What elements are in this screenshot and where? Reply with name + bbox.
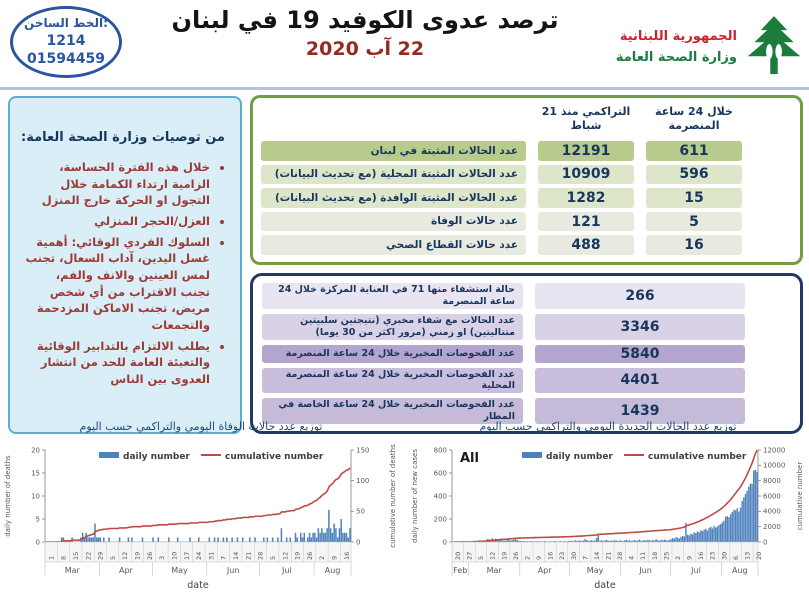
svg-text:12000: 12000 — [763, 446, 786, 455]
header-title-block — [145, 6, 585, 60]
stat-row-label: عدد الحالات المثبتة المحلية (مع تحديث البيانات) — [261, 165, 526, 185]
recommendations-list — [20, 159, 226, 388]
daily-bars — [61, 510, 351, 542]
stat-row-label: عدد الحالات المثبتة الوافدة (مع تحديث البيانات) — [261, 188, 526, 208]
new-cases-chart-svg — [408, 436, 808, 600]
svg-text:19: 19 — [133, 551, 142, 560]
svg-text:4000: 4000 — [763, 507, 781, 516]
stat-24h-value: 16 — [646, 235, 742, 255]
svg-text:100: 100 — [356, 476, 370, 485]
svg-text:18: 18 — [650, 551, 659, 560]
hotline-badge — [10, 6, 122, 78]
y-axis-right-title: cumulative number of deaths — [389, 444, 397, 548]
svg-text:50: 50 — [356, 507, 365, 516]
svg-text:May: May — [171, 566, 188, 575]
svg-text:Apr: Apr — [537, 566, 552, 575]
svg-text:Apr: Apr — [118, 566, 133, 575]
hotline-number-short: 1214 — [46, 32, 86, 49]
svg-text:14: 14 — [592, 551, 601, 560]
recommendation-item: • يطلب الالتزام بالتدابير الوقائية والتعبئة العامة للحد من انتشار العدوى بين الناس — [24, 338, 210, 388]
chart-corner-label: All — [460, 451, 479, 466]
svg-text:28: 28 — [616, 551, 625, 560]
svg-text:9: 9 — [330, 555, 339, 560]
svg-text:200: 200 — [433, 515, 447, 524]
x-axis-day-band — [45, 542, 351, 562]
svg-text:7: 7 — [581, 555, 590, 560]
recommendations-panel — [8, 96, 242, 434]
svg-text:26: 26 — [305, 551, 314, 560]
secondary-table-grid — [250, 273, 803, 434]
hotline-label: الخط الساخن: — [24, 16, 108, 31]
stat-24h-value: 596 — [646, 165, 742, 185]
x-axis-title: date — [187, 580, 209, 591]
svg-text:10: 10 — [31, 492, 40, 501]
svg-text:2: 2 — [318, 555, 327, 560]
svg-text:Mar: Mar — [486, 566, 502, 575]
svg-text:0: 0 — [442, 538, 447, 547]
svg-text:Feb: Feb — [453, 566, 468, 575]
stat-cumulative-value: 121 — [538, 212, 634, 232]
svg-text:800: 800 — [433, 446, 447, 455]
svg-text:16: 16 — [342, 551, 351, 560]
stats-header-24h: خلال 24 ساعة المنصرمة — [655, 105, 733, 133]
svg-text:Jul: Jul — [281, 566, 292, 575]
recommendations-title: من توصيات وزارة الصحة العامة: — [21, 130, 225, 145]
recommendation-item: • السلوك الفردي الوقائي: أهمية غسل اليدين، آداب السعال، تجنب لمس العينين والانف والفم، تجنب الاقتراب من أي شخص مريض، تجنب الاماكن المزدحمة والتجمعات — [24, 234, 210, 334]
svg-text:20: 20 — [454, 551, 462, 560]
svg-text:11: 11 — [639, 551, 648, 560]
svg-text:daily number: daily number — [546, 452, 613, 462]
secondary-row-value: 4401 — [535, 368, 745, 394]
svg-text:26: 26 — [511, 551, 520, 560]
svg-text:8000: 8000 — [763, 476, 781, 485]
stat-24h-value: 5 — [646, 212, 742, 232]
svg-text:8: 8 — [59, 555, 68, 560]
svg-text:19: 19 — [500, 551, 509, 560]
svg-text:6000: 6000 — [763, 492, 781, 501]
svg-text:15: 15 — [31, 469, 40, 478]
svg-text:2000: 2000 — [763, 522, 781, 531]
cumulative-line — [46, 468, 350, 542]
svg-text:6: 6 — [731, 555, 740, 560]
svg-text:Jun: Jun — [639, 566, 652, 575]
svg-text:23: 23 — [708, 551, 717, 560]
svg-text:4: 4 — [627, 555, 636, 560]
svg-text:600: 600 — [433, 469, 447, 478]
svg-text:21: 21 — [244, 551, 253, 560]
svg-text:Jul: Jul — [691, 566, 701, 575]
svg-text:9: 9 — [685, 555, 694, 560]
cedar-logo-icon — [745, 14, 803, 82]
svg-text:16: 16 — [697, 551, 706, 560]
svg-text:22: 22 — [84, 551, 93, 560]
y-axis-right-title: cumulative number — [796, 461, 804, 531]
stat-cumulative-value: 488 — [538, 235, 634, 255]
svg-text:31: 31 — [207, 551, 216, 560]
legend — [99, 452, 324, 462]
svg-text:Mar: Mar — [64, 566, 80, 575]
svg-text:15: 15 — [72, 551, 80, 560]
svg-text:5: 5 — [108, 555, 117, 560]
deaths-chart-block — [1, 420, 401, 604]
svg-text:Jun: Jun — [226, 566, 240, 575]
svg-text:3: 3 — [158, 555, 167, 560]
daily-bars — [452, 470, 758, 542]
recommendation-item: • خلال هذه الفترة الحساسة، الزامية ارتداء الكمامة خلال التجول او الحركة خارج المنزل — [24, 159, 210, 209]
svg-text:cumulative number: cumulative number — [648, 452, 747, 462]
x-axis-month-band — [452, 562, 758, 576]
svg-text:Aug: Aug — [731, 566, 748, 575]
svg-text:29: 29 — [96, 551, 105, 560]
legend — [522, 452, 747, 462]
svg-text:May: May — [586, 566, 604, 575]
svg-text:daily number: daily number — [123, 452, 190, 462]
secondary-row-value: 5840 — [535, 345, 745, 363]
secondary-row-label: حالة استشفاء منها 71 في العناية المركزة خلال 24 ساعة المنصرمة — [262, 283, 523, 309]
svg-text:0: 0 — [35, 538, 40, 547]
secondary-row-label: عدد الفحوصات المخبرية خلال 24 ساعة المنصرمة المحلية — [262, 368, 523, 394]
svg-text:20: 20 — [755, 551, 763, 560]
svg-text:27: 27 — [465, 551, 474, 560]
svg-text:28: 28 — [256, 551, 265, 560]
stats-header-spacer — [261, 103, 526, 105]
hotline-number-long: 01594459 — [27, 50, 105, 67]
ministry-name-line2: وزارة الصحة العامة — [615, 50, 737, 65]
report-date: 22 آب 2020 — [305, 38, 425, 60]
stats-table-grid — [250, 95, 803, 265]
header-divider — [0, 87, 809, 90]
new-cases-chart-block — [408, 420, 808, 604]
secondary-row-label: عدد الفحوصات المخبرية خلال 24 ساعة المنصرمة — [262, 345, 523, 363]
secondary-row-value: 1439 — [535, 398, 745, 424]
deaths-chart-mount — [1, 436, 401, 604]
deaths-chart-title: توزيع عدد حالات الوفاة اليومي والتراكمي حسب اليوم — [79, 420, 323, 433]
svg-text:25: 25 — [662, 551, 671, 560]
svg-text:0: 0 — [356, 538, 361, 547]
ministry-name-line1: الجمهورية اللبنانية — [619, 29, 737, 45]
stat-row-label: عدد الحالات المثبتة في لبنان — [261, 141, 526, 161]
stat-cumulative-value: 10909 — [538, 165, 634, 185]
svg-text:23: 23 — [558, 551, 567, 560]
svg-text:10000: 10000 — [763, 461, 786, 470]
svg-text:12: 12 — [281, 551, 290, 560]
y-axis-left-title: daily number of deaths — [4, 455, 12, 537]
stat-24h-value: 611 — [646, 141, 742, 161]
secondary-row-label: عدد الفحوصات المخبرية خلال 24 ساعة الخاصة في المطار — [262, 398, 523, 424]
x-axis-day-band — [452, 542, 763, 562]
stat-cumulative-value: 1282 — [538, 188, 634, 208]
svg-text:26: 26 — [145, 551, 154, 560]
secondary-row-value: 3346 — [535, 314, 745, 340]
svg-text:Aug: Aug — [324, 566, 341, 575]
stat-row-label: عدد حالات القطاع الصحي — [261, 235, 526, 255]
svg-text:400: 400 — [433, 492, 447, 501]
svg-text:12: 12 — [121, 551, 130, 560]
page-title: ترصد عدوى الكوفيد 19 في لبنان — [171, 6, 559, 34]
y-axis-left-title: daily number of new cases — [411, 449, 419, 543]
deaths-chart-svg — [1, 436, 401, 600]
svg-text:16: 16 — [546, 551, 555, 560]
svg-text:7: 7 — [219, 555, 228, 560]
x-axis-title: date — [594, 580, 616, 591]
new-cases-chart-title: توزيع عدد الحالات الجديدة اليومي والتراكمي حسب اليوم — [479, 420, 737, 433]
svg-text:24: 24 — [195, 551, 204, 560]
x-axis-month-band — [45, 562, 351, 576]
new-cases-chart-mount — [408, 436, 808, 604]
svg-text:9: 9 — [535, 555, 543, 560]
svg-text:1: 1 — [47, 555, 56, 560]
svg-text:cumulative number: cumulative number — [225, 452, 324, 462]
svg-text:21: 21 — [604, 551, 613, 560]
svg-text:2: 2 — [523, 555, 532, 560]
stats-header-cumulative: التراكمي منذ 21 شباط — [541, 105, 631, 133]
svg-text:5: 5 — [268, 555, 277, 560]
svg-text:13: 13 — [743, 551, 752, 560]
stat-24h-value: 15 — [646, 188, 742, 208]
ministry-name — [616, 27, 737, 69]
secondary-row-label: عدد الحالات مع شفاء مخبري (نتيجتين سلبيتين متتاليتين) او زمني (مرور اكثر من 30 يوما) — [262, 314, 523, 340]
svg-text:0: 0 — [763, 538, 768, 547]
cumulative-line — [453, 450, 757, 542]
svg-text:14: 14 — [232, 551, 240, 560]
secondary-row-value: 266 — [535, 283, 745, 309]
stat-row-label: عدد حالات الوفاة — [261, 212, 526, 232]
svg-text:20: 20 — [31, 446, 40, 455]
svg-text:30: 30 — [569, 551, 578, 560]
svg-text:10: 10 — [170, 551, 179, 560]
svg-text:2: 2 — [674, 555, 682, 560]
svg-text:5: 5 — [477, 555, 486, 560]
svg-text:19: 19 — [293, 551, 302, 560]
svg-text:5: 5 — [35, 515, 40, 524]
svg-text:30: 30 — [720, 551, 729, 560]
svg-text:150: 150 — [356, 446, 370, 455]
ministry-logo-block — [616, 14, 803, 82]
recommendation-item: • العزل/الحجر المنزلي — [24, 213, 210, 230]
stat-cumulative-value: 12191 — [538, 141, 634, 161]
svg-text:12: 12 — [488, 551, 497, 560]
svg-text:17: 17 — [182, 551, 191, 560]
